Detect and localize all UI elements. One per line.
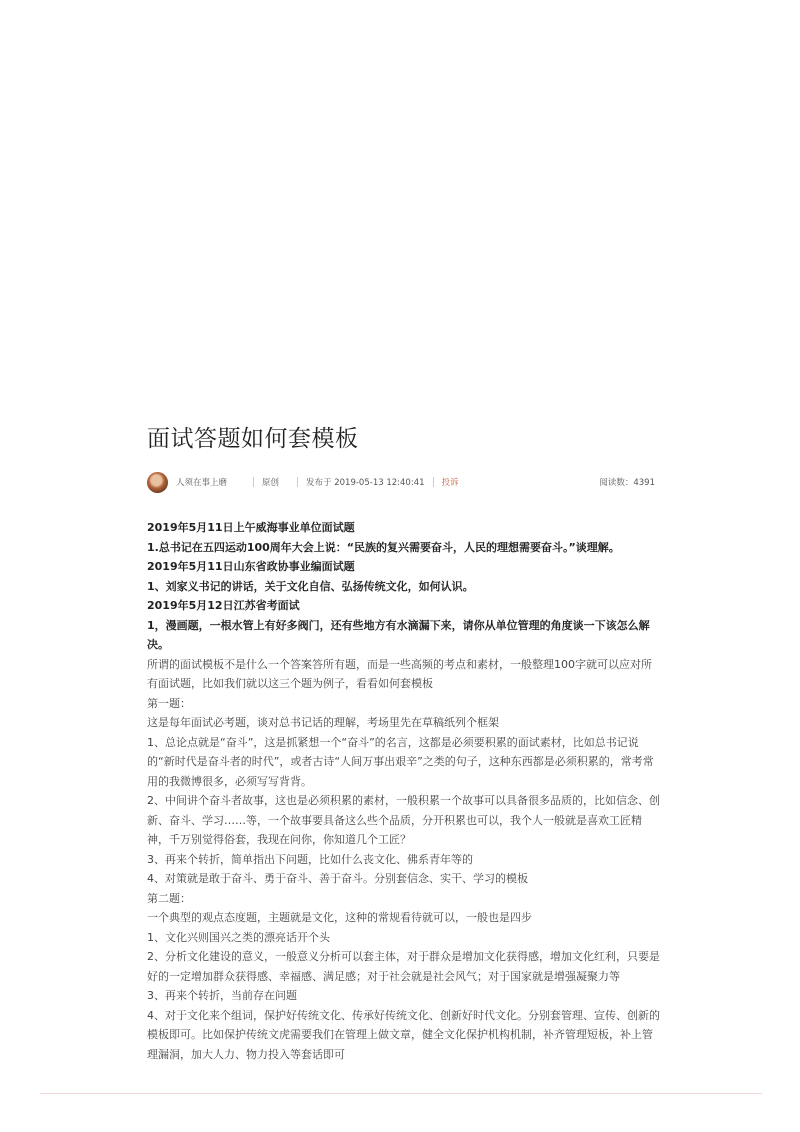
paragraph: 3、再来个转折，简单指出下问题，比如什么丧文化、佛系青年等的: [147, 852, 473, 866]
read-count: 阅读数：4391: [599, 478, 655, 488]
meta-divider: [253, 477, 254, 487]
paragraph: 3、再来个转折，当前存在问题: [147, 989, 297, 1002]
paragraph: 2、分析文化建设的意义，一般意义分析可以套主体，对于群众是增加文化获得感，增加文化红利，只要是好的一定增加群众获得感、幸福感、满足感；对于社会就是社会风气；对于国家就是增强凝聚力等: [147, 950, 660, 983]
meta-divider: [433, 477, 434, 487]
paragraph: 1、文化兴则国兴之类的漂亮话开个头: [147, 930, 330, 944]
paragraph: 这是每年面试必考题，谈对总书记话的理解，考场里先在草稿纸列个框架: [147, 716, 499, 729]
paragraph: 1，漫画题，一根水管上有好多阀门，还有些地方有水滴漏下来，请你从单位管理的角度谈一下该怎么解决。: [147, 618, 650, 651]
complain-link[interactable]: 投诉: [441, 478, 459, 488]
publish-time: 发布于 2019-05-13 12:40:41: [306, 478, 425, 488]
paragraph: 4、对于文化来个组词，保护好传统文化、传承好传统文化、创新好时代文化。分别套管理、宣传、创新的模板即可。比如保护传统文虎需要我们在管理上做文章，健全文化保护机构机制，补齐管理短板，补上管理漏洞，加大人力、物力投入等套话即可: [147, 1008, 660, 1061]
paragraph: 第二题：: [147, 891, 191, 905]
author-name[interactable]: 人须在事上磨: [176, 478, 228, 488]
paragraph: 1.总书记在五四运动100周年大会上说：“民族的复兴需要奋斗，人民的理想需要奋斗。”谈理解。: [147, 540, 620, 554]
paragraph: 所谓的面试模板不是什么一个答案答所有题，而是一些高频的考点和素材，一般整理100字就可以应对所有面试题，比如我们就以这三个题为例子，看看如何套模板: [147, 657, 652, 690]
original-badge: 原创: [262, 478, 280, 488]
paragraph: 第一题：: [147, 696, 191, 710]
paragraph: 4、对策就是敢于奋斗、勇于奋斗、善于奋斗。分别套信念、实干、学习的模板: [147, 872, 528, 885]
paragraph: 2019年5月11日上午威海事业单位面试题: [147, 521, 355, 534]
article: [147, 424, 661, 1064]
paragraph: 1、总论点就是“奋斗”，这是抓紧想一个“奋斗”的名言，这都是必须要积累的面试素材，比如总书记说的“新时代是奋斗者的时代”，或者古诗“人间万事出艰辛”之类的句子，这种东西都是必须积累的，常考常用的我微博很多，必须写写背背。: [147, 735, 654, 788]
meta-divider: [297, 477, 298, 487]
article-meta: [147, 470, 661, 494]
paragraph: 一个典型的观点态度题，主题就是文化，这种的常规看待就可以，一般也是四步: [147, 911, 532, 924]
author-avatar[interactable]: [147, 472, 168, 493]
paragraph: 2、中间讲个奋斗者故事，这也是必须积累的素材，一般积累一个故事可以具备很多品质的，比如信念、创新、奋斗、学习……等，一个故事要具备这么些个品质，分开积累也可以，我个人一般就是喜欢工匠精神，千万别觉得俗套，我现在问你，你知道几个工匠？: [147, 794, 660, 846]
article-title: 面试答题如何套模板: [147, 426, 359, 452]
footer-divider: [40, 1093, 762, 1094]
paragraph: 1、刘家义书记的讲话，关于文化自信、弘扬传统文化，如何认识。: [147, 579, 474, 593]
article-content: [147, 518, 661, 1064]
paragraph: 2019年5月12日江苏省考面试: [147, 599, 300, 612]
paragraph: 2019年5月11日山东省政协事业编面试题: [147, 560, 355, 573]
